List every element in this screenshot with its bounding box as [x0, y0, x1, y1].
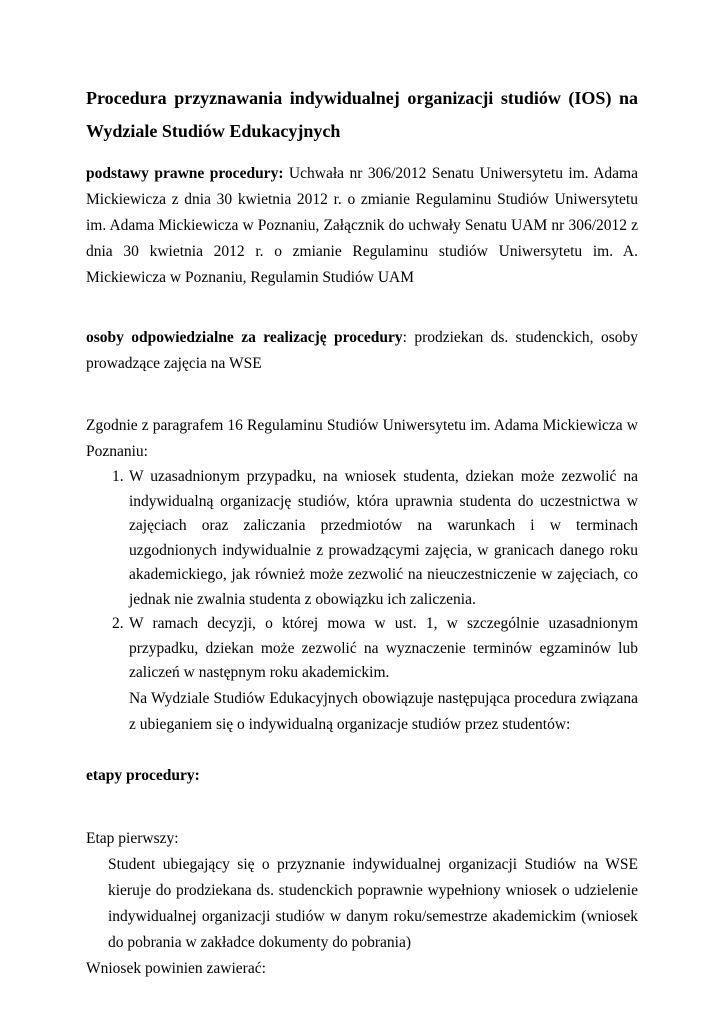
application-contents-label: Wniosek powinien zawierać:	[86, 959, 266, 977]
document-page	[86, 82, 638, 982]
legal-basis-text: Uchwała nr 306/2012 Senatu Uniwersytetu im. Adama Mickiewicza z dnia 30 kwietnia 2012 r. o zmianie Regulaminu Studiów Uniwersytetu im. Adama Mickiewicza w Poznaniu, Załącznik do uchwały Senatu UAM nr 306/2012 z dnia 30 kwietnia 2012 r. o zmianie Regulaminu studiów Uniwersytetu im. A. Mickiewicza w Poznaniu, Regulamin Studiów UAM	[86, 165, 638, 286]
legal-basis-paragraph	[86, 161, 638, 291]
responsible-persons-label: osoby odpowiedzialne za realizację procedury	[86, 329, 403, 346]
list-item	[86, 465, 638, 612]
responsible-persons-text: : prodziekan ds. studenckich, osoby prowadzące zajęcia na WSE	[86, 329, 638, 372]
paragraph-intro: Zgodnie z paragrafem 16 Regulaminu Studiów Uniwersytetu im. Adama Mickiewicza w Poznaniu:	[86, 417, 638, 460]
list-item-text: W ramach decyzji, o której mowa w ust. 1, w szczególnie uzasadnionym przypadku, dziekan może zezwolić na wyznaczenie terminów egzaminów lub zaliczeń w następnym roku akademickim.	[129, 615, 638, 681]
document-title: Procedura przyznawania indywidualnej organizacji studiów (IOS) na Wydziale Studiów Edukacyjnych	[86, 88, 638, 141]
list-item-text: W uzasadnionym przypadku, na wniosek studenta, dziekan może zezwolić na indywidualną organizację studiów, która uprawnia studenta do uczestnictwa w zajęciach oraz zaliczania przedmiotów na warunkach i w terminach uzgodnionych indywidualnie z prowadzącymi zajęcia, w granicach danego roku akademickiego, jak również może zezwolić na nieuczestniczenie w zajęciach, co jednak nie zwalnia studenta z obowiązku ich zaliczenia.	[129, 468, 638, 608]
legal-basis-label: podstawy prawne procedury:	[86, 165, 284, 182]
faculty-note: Na Wydziale Studiów Edukacyjnych obowiązuje następująca procedura związana z ubieganiem się o indywidualną organizacje studiów przez studentów:	[129, 689, 638, 733]
rules-list	[86, 465, 638, 686]
stages-heading: etapy procedury:	[86, 766, 200, 784]
list-item-number: 2.	[112, 615, 124, 632]
list-item-number: 1.	[112, 468, 124, 485]
stage-one-label: Etap pierwszy:	[86, 829, 179, 847]
list-item	[86, 612, 638, 686]
responsible-persons-paragraph	[86, 325, 638, 377]
stage-one-text: Student ubiegający się o przyznanie indywidualnej organizacji Studiów na WSE kieruje do prodziekana ds. studenckich poprawnie wypełniony wniosek o udzielenie indywidualnej organizacji studiów w danym roku/semestrze akademickim (wniosek do pobrania w zakładce dokumenty do pobrania)	[108, 855, 638, 951]
